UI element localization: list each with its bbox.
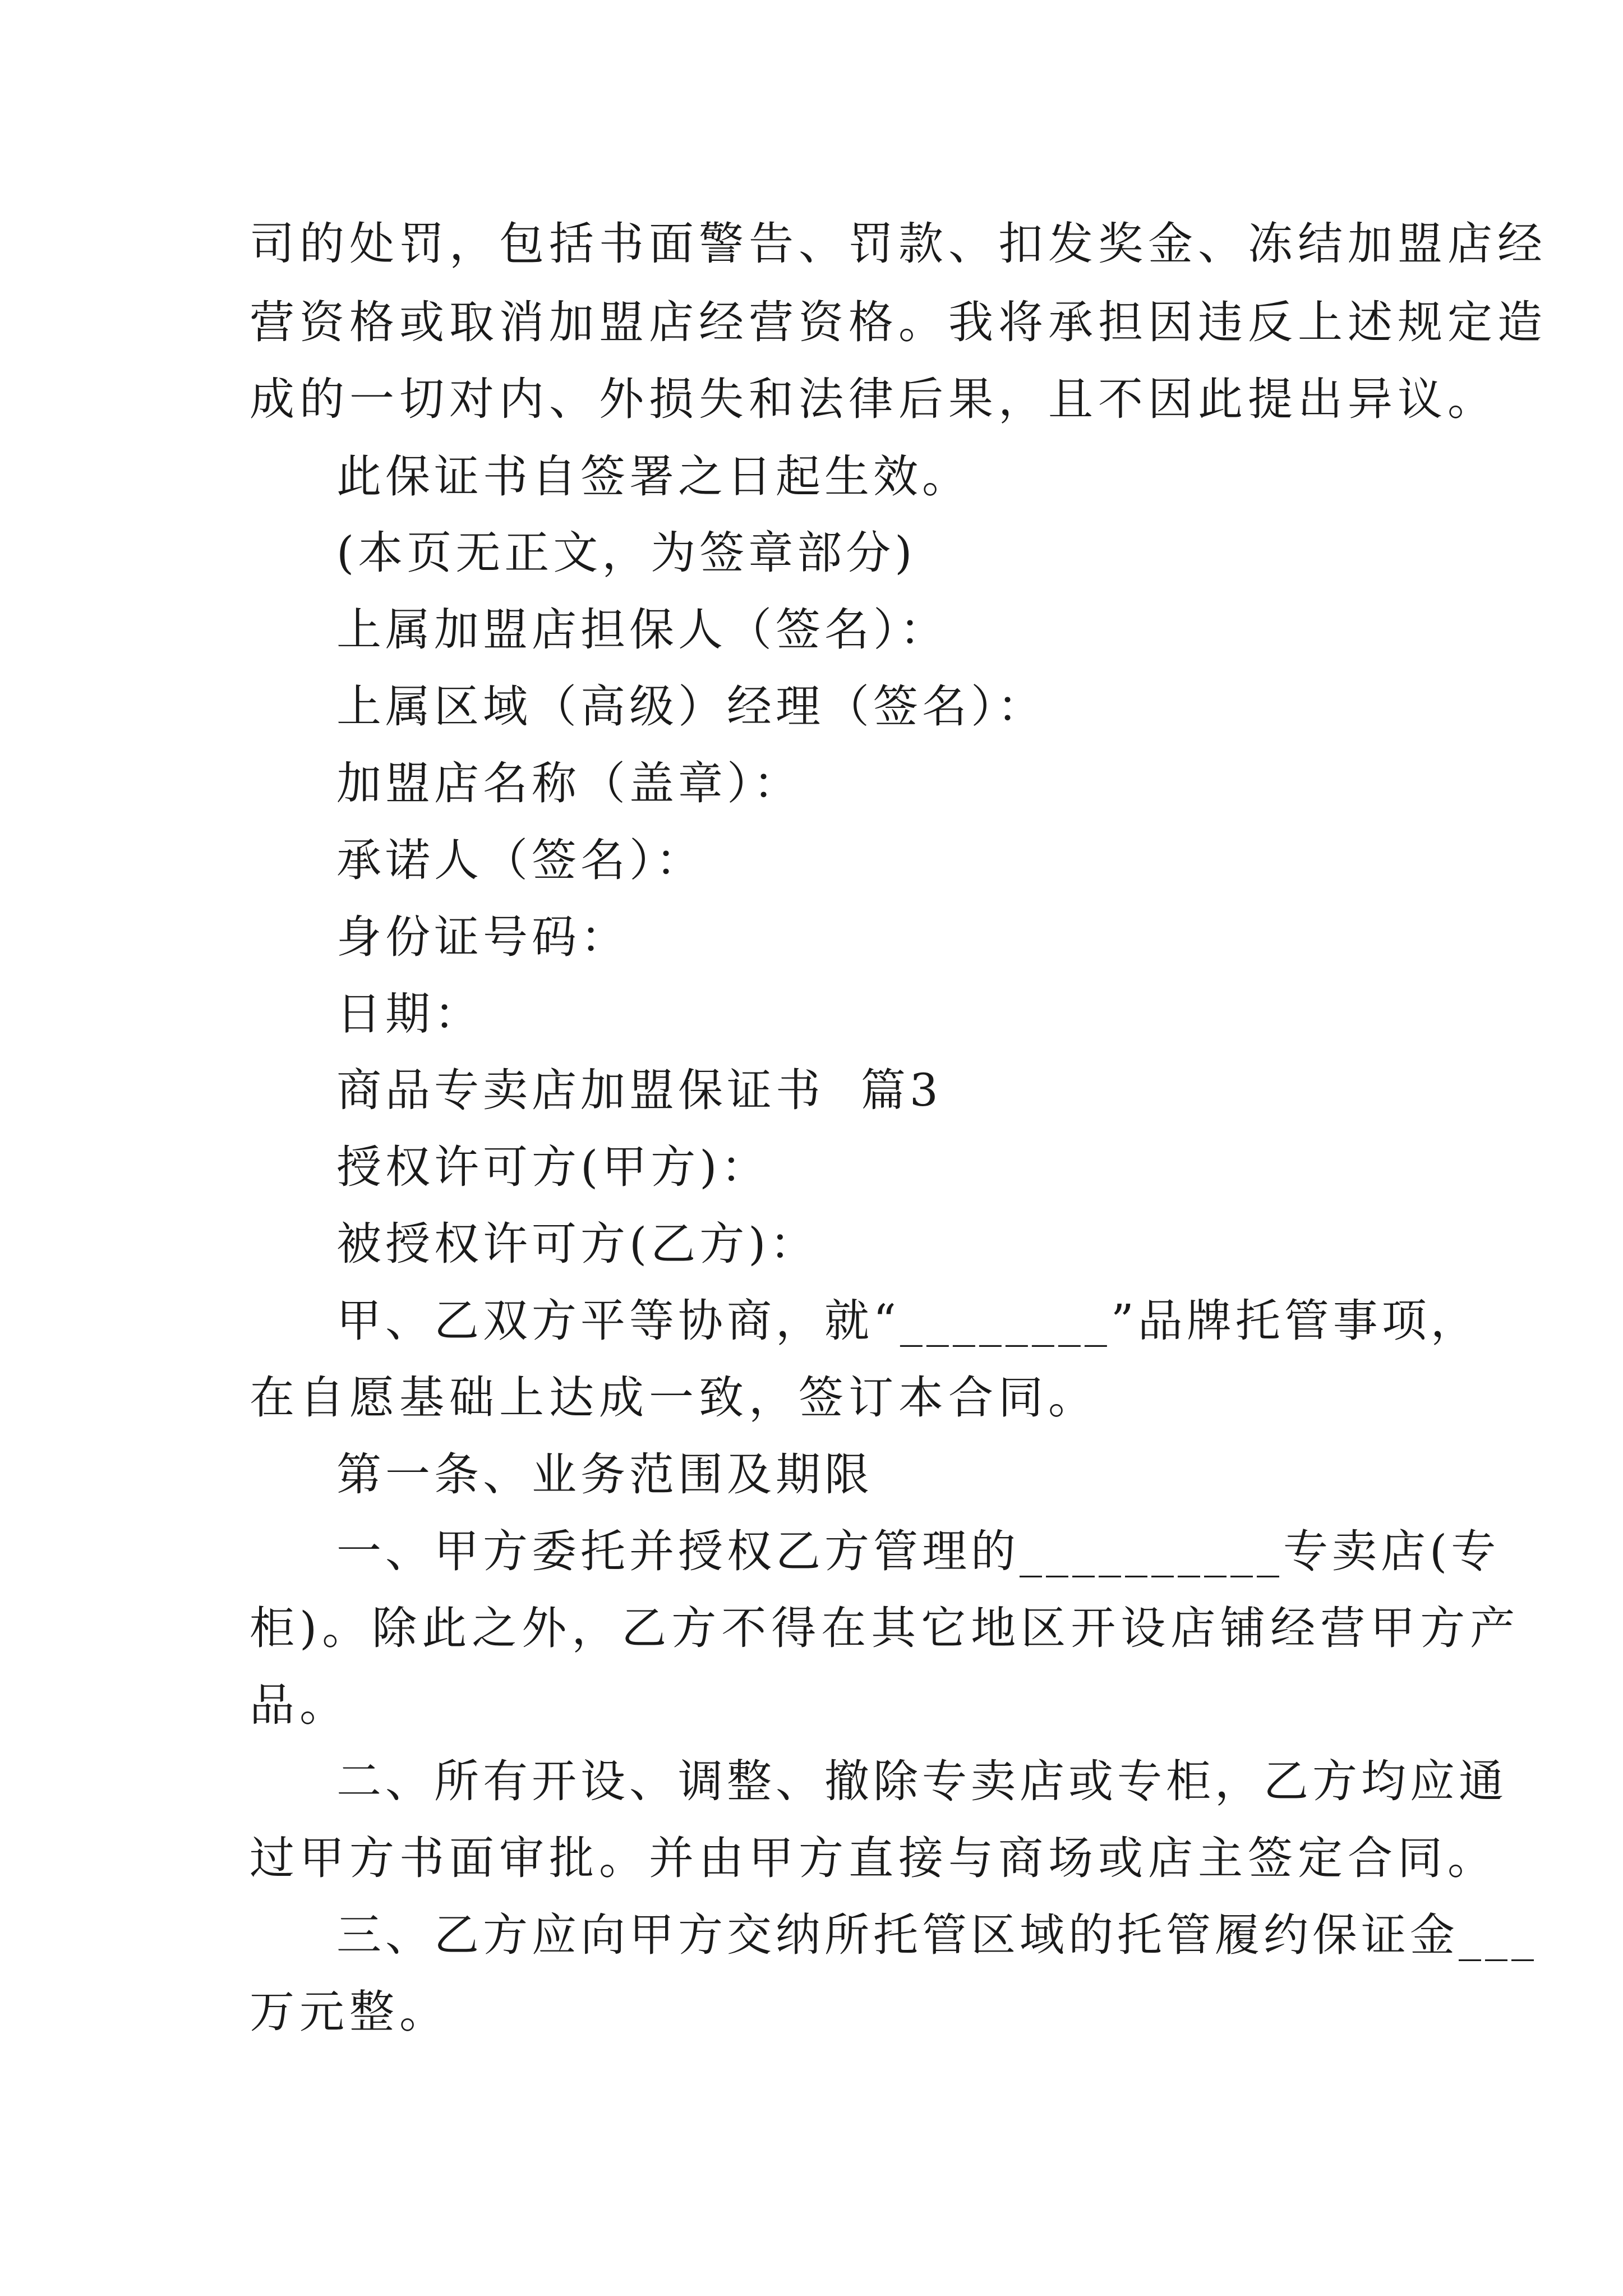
text-line: 成的一切对内、外损失和法律后果，且不因此提出异议。: [250, 373, 1497, 425]
text-line: 柜)。除此之外，乙方不得在其它地区开设店铺经营甲方产: [250, 1602, 1520, 1654]
text-line: 三、乙方应向甲方交纳所托管区域的托管履约保证金___: [336, 1909, 1538, 1961]
article-heading: 第一条、业务范围及期限: [336, 1448, 873, 1501]
text-line: 营资格或取消加盟店经营资格。我将承担因违反上述规定造: [250, 296, 1547, 348]
text-line: 二、所有开设、调整、撤除专卖店或专柜，乙方均应通: [336, 1755, 1507, 1807]
text-line: 此保证书自签署之日起生效。: [336, 450, 971, 503]
text-line: 上属加盟店担保人（签名）：: [336, 604, 948, 656]
text-line: 万元整。: [250, 1986, 449, 2038]
text-line: (本页无正文，为签章部分): [336, 527, 916, 579]
text-line: 司的处罚，包括书面警告、罚款、扣发奖金、冻结加盟店经: [250, 218, 1547, 270]
text-line: 品。: [250, 1679, 349, 1731]
text-line: 被授权许可方(乙方)：: [336, 1218, 819, 1270]
text-line: 加盟店名称（盖章）：: [336, 757, 802, 809]
text-line: 一、甲方委托并授权乙方管理的__________专卖店(专: [336, 1525, 1500, 1577]
text-line: 日期：: [336, 988, 483, 1040]
text-line: 授权许可方(甲方)：: [336, 1141, 770, 1193]
text-line: 上属区域（高级）经理（签名）：: [336, 680, 1046, 733]
text-line: 甲、乙双方平等协商，就“________”品牌托管事项，: [336, 1295, 1479, 1347]
section-title: 商品专卖店加盟保证书 篇3: [336, 1064, 942, 1116]
text-line: 身份证号码：: [336, 911, 629, 963]
text-line: 在自愿基础上达成一致，签订本合同。: [250, 1372, 1098, 1424]
text-line: 承诺人（签名）：: [336, 834, 704, 886]
text-line: 过甲方书面审批。并由甲方直接与商场或店主签定合同。: [250, 1832, 1497, 1884]
